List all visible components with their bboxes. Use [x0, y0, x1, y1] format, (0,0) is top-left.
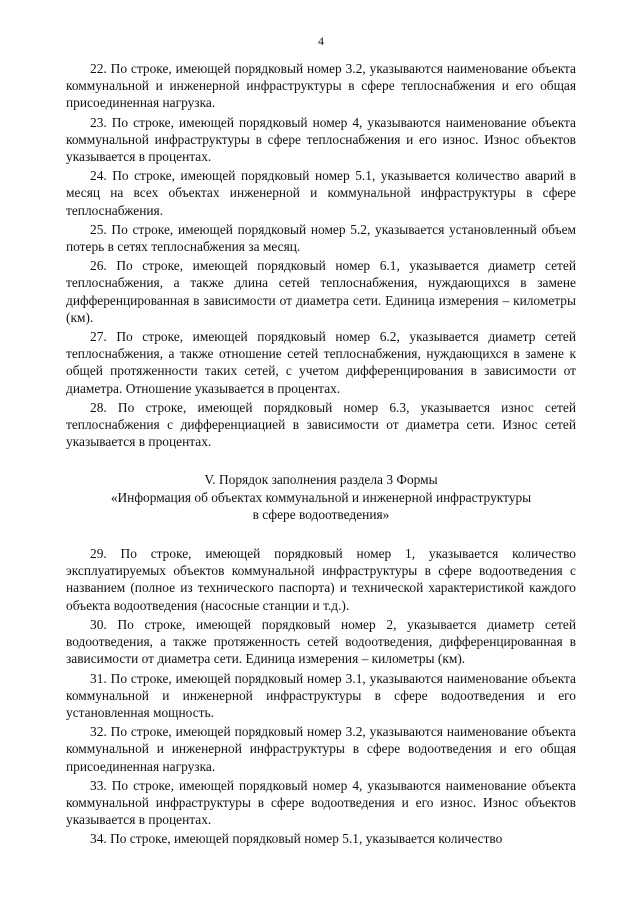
section-heading	[66, 471, 576, 523]
section-heading-line-2: «Информация об объектах коммунальной и инженерной инфраструктуры	[110, 489, 532, 505]
section-heading-line-1: V. Порядок заполнения раздела 3 Формы	[204, 472, 438, 488]
page-number: 4	[318, 34, 324, 48]
paragraph-23: 23. По строке, имеющей порядковый номер 4, указываются наименование объекта коммунальной инфраструктуры в сфере теплоснабжения и его износ. Износ объектов указывается в процентах.	[66, 114, 576, 165]
paragraph-34: 34. По строке, имеющей порядковый номер 5.1, указывается количество	[90, 831, 503, 847]
paragraph-26: 26. По строке, имеющей порядковый номер 6.1, указывается диаметр сетей теплоснабжения, а также длина сетей теплоснабжения, нуждающихся в замене дифференцированная в зависимости от диаметра сети. Единица измерения – километры (км).	[66, 258, 576, 325]
paragraph-27: 27. По строке, имеющей порядковый номер 6.2, указывается диаметр сетей теплоснабжения, а также отношение сетей теплоснабжения, нуждающихся в замене к общей протяженности таких сетей, с учетом дифференцирования в зависимости от диаметра. Отношение указывается в процентах.	[66, 329, 576, 396]
paragraph-28: 28. По строке, имеющей порядковый номер 6.3, указывается износ сетей теплоснабжения с дифференциацией в зависимости от диаметра сети. Износ сетей указывается в процентах.	[66, 399, 576, 450]
paragraph-24: 24. По строке, имеющей порядковый номер 5.1, указывается количество аварий в месяц на всех объектах инженерной и коммунальной инфраструктуры в сфере теплоснабжения.	[66, 168, 576, 218]
paragraph-30: 30. По строке, имеющей порядковый номер 2, указывается диаметр сетей водоотведения, а также протяженность сетей водоотведения, дифференцированная в зависимости от диаметра сети. Единица измерения – километры (км).	[66, 616, 576, 667]
paragraph-22: 22. По строке, имеющей порядковый номер 3.2, указываются наименование объекта коммунальной и инженерной инфраструктуры в сфере теплоснабжения и его общая присоединенная нагрузка.	[66, 61, 576, 111]
section-heading-line-3: в сфере водоотведения»	[252, 506, 390, 522]
paragraph-29: 29. По строке, имеющей порядковый номер 1, указывается количество эксплуатируемых объектов коммунальной инфраструктуры в сфере водоотведения с названием (полное из технического паспорта) и технической характеристикой каждого объекта водоотведения (насосные станции и т.д.).	[66, 546, 576, 613]
paragraph-32: 32. По строке, имеющей порядковый номер 3.2, указываются наименование объекта коммунальной и инженерной инфраструктуры в сфере водоотведения и его общая присоединенная нагрузка.	[66, 724, 576, 774]
paragraph-33: 33. По строке, имеющей порядковый номер 4, указываются наименование объекта коммунальной инфраструктуры в сфере водоотведения и его износ. Износ объектов указывается в процентах.	[66, 777, 576, 828]
paragraph-31: 31. По строке, имеющей порядковый номер 3.1, указываются наименование объекта коммунальной и инженерной инфраструктуры в сфере водоотведения и его установленная мощность.	[66, 670, 576, 720]
paragraph-25: 25. По строке, имеющей порядковый номер 5.2, указывается установленный объем потерь в сетях теплоснабжения за месяц.	[66, 221, 576, 255]
